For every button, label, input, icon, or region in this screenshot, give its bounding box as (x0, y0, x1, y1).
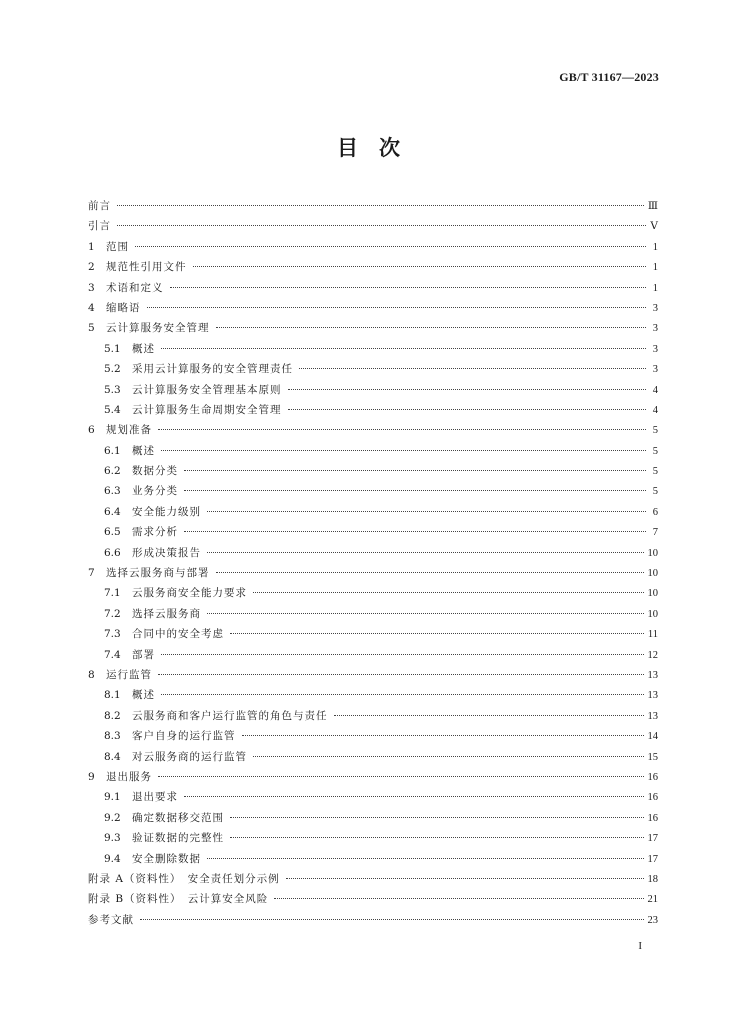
page-number: I (638, 940, 642, 952)
toc-entry[interactable] (88, 706, 658, 726)
toc-dot-leader (147, 307, 647, 308)
toc-dot-leader (274, 898, 643, 899)
toc-dot-leader (207, 613, 644, 614)
toc-entry-label: 需求分析 (132, 526, 178, 539)
toc-entry-label: 对云服务商的运行监管 (132, 750, 247, 763)
toc-dot-leader (334, 715, 644, 716)
toc-entry[interactable] (88, 196, 658, 216)
toc-dot-leader (184, 531, 646, 532)
toc-dot-leader (184, 796, 644, 797)
toc-entry[interactable] (88, 726, 658, 746)
toc-dot-leader (230, 817, 644, 818)
toc-entry[interactable] (88, 420, 658, 440)
toc-entry-page: 3 (652, 343, 658, 355)
toc-entry[interactable] (88, 665, 658, 685)
toc-entry-label: 术语和定义 (106, 281, 164, 294)
toc-dot-leader (158, 776, 644, 777)
toc-entry[interactable] (88, 359, 658, 379)
toc-entry-number: 3 (88, 281, 95, 294)
toc-entry-label: 客户自身的运行监管 (132, 730, 236, 743)
toc-entry-number: 8.4 (104, 750, 121, 763)
toc-entry[interactable] (88, 502, 658, 522)
toc-dot-leader (158, 429, 646, 430)
toc-dot-leader (230, 837, 644, 838)
toc-entry-page: 23 (647, 914, 658, 926)
toc-entry-label: 参考文献 (88, 913, 134, 926)
toc-entry-number: 8.3 (104, 730, 121, 743)
toc-entry[interactable] (88, 298, 658, 318)
toc-entry[interactable] (88, 318, 658, 338)
toc-entry-page: 1 (652, 282, 658, 294)
toc-entry-page: 13 (647, 710, 658, 722)
toc-entry[interactable] (88, 767, 658, 787)
toc-entry-page: 10 (647, 547, 658, 559)
toc-entry-page: 10 (647, 608, 658, 620)
toc-dot-leader (184, 490, 646, 491)
toc-entry[interactable] (88, 583, 658, 603)
toc-entry-label: 缩略语 (106, 301, 141, 314)
toc-dot-leader (170, 287, 647, 288)
toc-entry-page: 5 (652, 486, 658, 498)
toc-entry-page: 16 (647, 771, 658, 783)
toc-entry-page: 5 (652, 425, 658, 437)
toc-entry-number: 6.3 (104, 485, 121, 498)
toc-entry-page: 10 (647, 568, 658, 580)
toc-entry-number: 6.5 (104, 526, 121, 539)
toc-entry-page: 3 (652, 323, 658, 335)
toc-entry-number: 8.1 (104, 689, 121, 702)
toc-entry-number: 5 (88, 322, 95, 335)
toc-entry[interactable] (88, 441, 658, 461)
toc-entry-label: 确定数据移交范围 (132, 811, 224, 824)
toc-entry-page: 13 (647, 669, 658, 681)
toc-entry-label: 附录 A（资料性） 安全责任划分示例 (88, 872, 280, 885)
toc-entry-page: 13 (647, 690, 658, 702)
toc-entry-label: 安全删除数据 (132, 852, 201, 865)
toc-entry-number: 1 (88, 240, 95, 253)
toc-entry[interactable] (88, 400, 658, 420)
toc-entry-page: 17 (647, 853, 658, 865)
toc-entry-number: 6.6 (104, 546, 121, 559)
toc-dot-leader (161, 348, 646, 349)
toc-dot-leader (161, 694, 644, 695)
toc-entry[interactable] (88, 869, 658, 889)
toc-entry-label: 选择云服务商 (132, 607, 201, 620)
toc-dot-leader (253, 756, 644, 757)
toc-entry-label: 规范性引用文件 (106, 261, 187, 274)
toc-entry-page: 11 (647, 629, 658, 641)
toc-dot-leader (253, 592, 644, 593)
toc-entry[interactable] (88, 481, 658, 501)
toc-dot-leader (207, 552, 644, 553)
toc-entry[interactable] (88, 237, 658, 257)
toc-dot-leader (207, 511, 646, 512)
toc-dot-leader (117, 205, 644, 206)
toc-entry-page: 16 (647, 792, 658, 804)
toc-entry[interactable] (88, 747, 658, 767)
toc-entry-number: 5.1 (104, 342, 121, 355)
toc-entry-label: 前言 (88, 200, 111, 212)
toc-entry-label: 概述 (132, 444, 155, 457)
toc-entry-label: 退出服务 (106, 770, 152, 783)
toc-entry-number: 9 (88, 770, 95, 783)
toc-dot-leader (117, 225, 646, 226)
toc-dot-leader (193, 266, 647, 267)
toc-entry-page: 5 (652, 466, 658, 478)
toc-entry-label: 云计算服务安全管理基本原则 (132, 383, 282, 396)
toc-entry-page: 12 (647, 649, 658, 661)
toc-entry-label: 退出要求 (132, 791, 178, 804)
toc-dot-leader (158, 674, 644, 675)
toc-entry-number: 9.3 (104, 832, 121, 845)
toc-entry-label: 概述 (132, 342, 155, 355)
toc-entry-number: 2 (88, 261, 95, 274)
toc-entry-page: 1 (652, 262, 658, 274)
toc-dot-leader (140, 919, 644, 920)
toc-entry-number: 7.1 (104, 587, 121, 600)
toc-entry[interactable] (88, 461, 658, 481)
toc-entry[interactable] (88, 543, 658, 563)
toc-entry-number: 7.2 (104, 607, 121, 620)
toc-entry-label: 概述 (132, 689, 155, 702)
toc-entry-number: 5.4 (104, 403, 121, 416)
toc-entry[interactable] (88, 828, 658, 848)
toc-dot-leader (184, 470, 646, 471)
toc-dot-leader (216, 572, 644, 573)
toc-dot-leader (288, 409, 647, 410)
toc-entry-page: 4 (652, 404, 658, 416)
toc-entry-label: 云计算服务安全管理 (106, 322, 210, 335)
toc-entry-label: 云服务商和客户运行监管的角色与责任 (132, 709, 328, 722)
toc-dot-leader (242, 735, 644, 736)
toc-entry-page: Ⅴ (650, 221, 658, 233)
toc-entry-page: 17 (647, 833, 658, 845)
toc-entry[interactable] (88, 339, 658, 359)
toc-entry-number: 6.1 (104, 444, 121, 457)
document-id: GB/T 31167—2023 (559, 70, 659, 84)
toc-entry[interactable] (88, 563, 658, 583)
toc-entry[interactable] (88, 889, 658, 909)
toc-entry[interactable] (88, 849, 658, 869)
toc-entry-label: 云服务商安全能力要求 (132, 587, 247, 600)
toc-dot-leader (230, 633, 644, 634)
toc-entry-page: 3 (652, 364, 658, 376)
toc-entry[interactable] (88, 808, 658, 828)
page-title: 目 次 (337, 136, 400, 160)
toc-entry-page: 7 (652, 527, 658, 539)
toc-entry-label: 业务分类 (132, 485, 178, 498)
toc-entry-number: 7.4 (104, 648, 121, 661)
toc-entry-label: 采用云计算服务的安全管理责任 (132, 363, 293, 376)
toc-entry-page: 3 (652, 302, 658, 314)
toc-entry-page: 10 (647, 588, 658, 600)
toc-entry-number: 6.2 (104, 465, 121, 478)
toc-entry[interactable] (88, 787, 658, 807)
toc-entry-page: 4 (652, 384, 658, 396)
toc-entry-number: 5.3 (104, 383, 121, 396)
toc-entry-page: Ⅲ (647, 201, 658, 212)
toc-entry[interactable] (88, 624, 658, 644)
toc-entry[interactable] (88, 522, 658, 542)
toc-entry-label: 验证数据的完整性 (132, 832, 224, 845)
toc-entry-page: 5 (652, 445, 658, 457)
toc-entry[interactable] (88, 685, 658, 705)
toc-entry[interactable] (88, 380, 658, 400)
toc-dot-leader (299, 368, 646, 369)
toc-entry-number: 5.2 (104, 363, 121, 376)
toc-entry-page: 15 (647, 751, 658, 763)
toc-entry-number: 8.2 (104, 709, 121, 722)
toc-entry-label: 规划准备 (106, 424, 152, 437)
toc-dot-leader (286, 878, 644, 879)
toc-entry-number: 6.4 (104, 505, 121, 518)
toc-dot-leader (135, 246, 646, 247)
toc-entry-label: 形成决策报告 (132, 546, 201, 559)
toc-entry-page: 14 (647, 731, 658, 743)
toc-entry[interactable] (88, 910, 658, 930)
toc-entry[interactable] (88, 257, 658, 277)
toc-entry[interactable] (88, 604, 658, 624)
toc-entry-label: 附录 B（资料性） 云计算安全风险 (88, 893, 269, 906)
toc-entry[interactable] (88, 645, 658, 665)
toc-entry-page: 1 (652, 241, 658, 253)
toc-entry-page: 21 (647, 894, 658, 906)
toc-entry-number: 4 (88, 301, 95, 314)
toc-entry-label: 范围 (106, 240, 129, 253)
toc-entry-label: 云计算服务生命周期安全管理 (132, 403, 282, 416)
toc-entry-number: 9.4 (104, 852, 121, 865)
toc-entry[interactable] (88, 216, 658, 236)
toc-entry-label: 部署 (132, 648, 155, 661)
toc-entry-label: 数据分类 (132, 465, 178, 478)
toc-entry-label: 合同中的安全考虑 (132, 628, 224, 641)
toc-entry-number: 8 (88, 668, 95, 681)
toc-dot-leader (288, 389, 647, 390)
toc-dot-leader (161, 450, 646, 451)
table-of-contents (88, 196, 658, 930)
toc-entry-page: 18 (647, 873, 658, 885)
toc-dot-leader (161, 654, 644, 655)
toc-entry-label: 安全能力级别 (132, 505, 201, 518)
toc-entry-number: 6 (88, 424, 95, 437)
toc-dot-leader (216, 327, 647, 328)
toc-entry-page: 16 (647, 812, 658, 824)
toc-entry-page: 6 (652, 506, 658, 518)
toc-entry-number: 9.1 (104, 791, 121, 804)
toc-entry-label: 选择云服务商与部署 (106, 567, 210, 580)
toc-entry-label: 运行监管 (106, 668, 152, 681)
toc-dot-leader (207, 858, 644, 859)
toc-entry-label: 引言 (88, 220, 111, 233)
toc-entry-number: 7.3 (104, 628, 121, 641)
toc-entry-number: 7 (88, 567, 95, 580)
toc-entry[interactable] (88, 278, 658, 298)
toc-entry-number: 9.2 (104, 811, 121, 824)
